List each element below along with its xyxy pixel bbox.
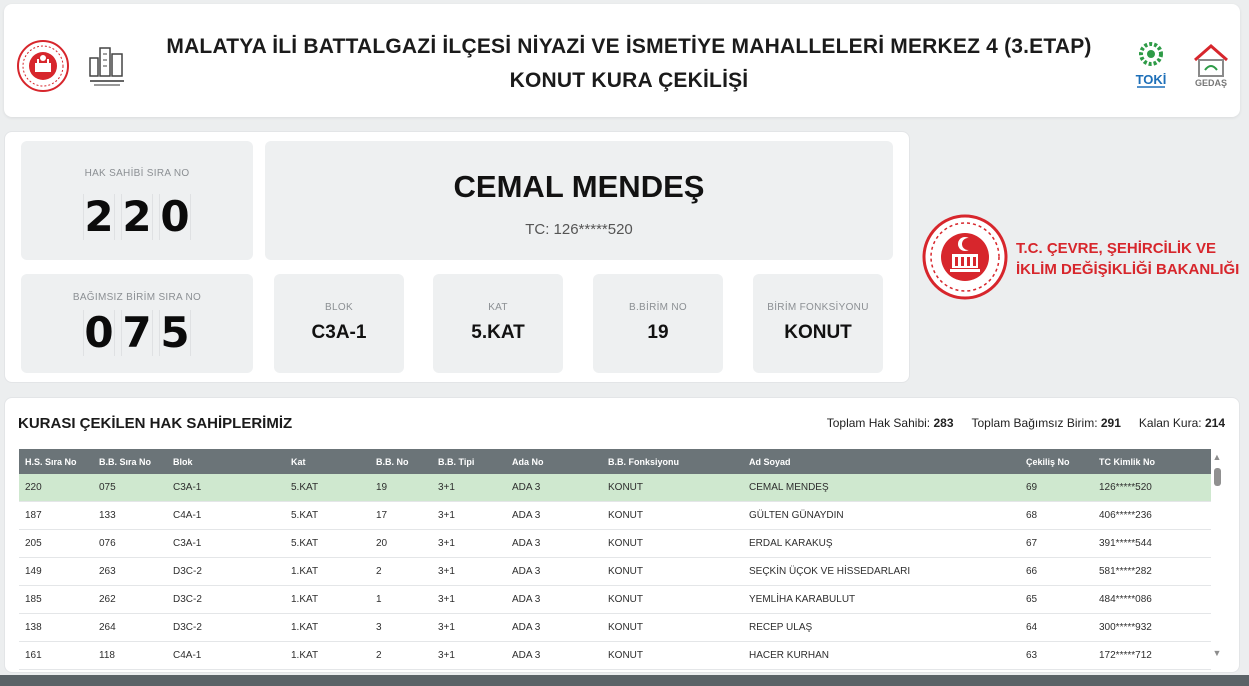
column-header[interactable]: TC Kimlik No xyxy=(1099,456,1156,467)
table-cell: C3A-1 xyxy=(173,538,202,549)
table-cell: 3 xyxy=(376,622,382,633)
digit: 2 xyxy=(122,192,152,241)
birim-fonksiyonu-card xyxy=(753,274,883,373)
hak-sahibi-card xyxy=(21,141,253,260)
table-cell: 3+1 xyxy=(438,482,455,493)
birim-fonksiyonu-label: BİRİM FONKSİYONU xyxy=(767,302,869,313)
winner-tc: TC: 126*****520 xyxy=(525,221,633,238)
table-cell: 68 xyxy=(1026,510,1038,521)
blok-value: C3A-1 xyxy=(311,322,367,343)
digit: 2 xyxy=(84,192,114,241)
stat-toplam-hak xyxy=(827,416,954,430)
table-scrollbar[interactable] xyxy=(1211,452,1223,658)
table-cell: 126*****520 xyxy=(1099,482,1152,493)
table-cell: 075 xyxy=(99,482,116,493)
results-title: KURASI ÇEKİLEN HAK SAHİPLERİMİZ xyxy=(18,415,293,432)
table-row[interactable] xyxy=(19,642,1211,670)
table-cell: C4A-1 xyxy=(173,510,202,521)
kat-value: 5.KAT xyxy=(471,322,525,343)
table-cell: 64 xyxy=(1026,622,1038,633)
birim-no-label: B.BİRİM NO xyxy=(628,302,687,313)
winner-card xyxy=(265,141,893,260)
table-cell: 133 xyxy=(99,510,116,521)
table-cell: CEMAL MENDEŞ xyxy=(749,482,829,493)
table-cell: 484*****086 xyxy=(1099,594,1152,605)
bagimsiz-birim-card xyxy=(21,274,253,373)
table-cell: 2 xyxy=(376,566,382,577)
table-cell: KONUT xyxy=(608,510,643,521)
table-cell: 187 xyxy=(25,510,42,521)
table-cell: 076 xyxy=(99,538,116,549)
page-subtitle: KONUT KURA ÇEKİLİŞİ xyxy=(509,69,749,92)
table-cell: 3+1 xyxy=(438,538,455,549)
table-cell: 63 xyxy=(1026,650,1038,661)
bottom-bar xyxy=(0,675,1249,686)
kat-card xyxy=(433,274,563,373)
table-cell: 17 xyxy=(376,510,388,521)
birim-no-card xyxy=(593,274,723,373)
column-header[interactable]: Kat xyxy=(291,456,306,467)
table-cell: 263 xyxy=(99,566,116,577)
digit: 0 xyxy=(160,192,190,241)
draw-stats xyxy=(827,416,1225,430)
table-cell: KONUT xyxy=(608,538,643,549)
stat-toplam-bagimsiz xyxy=(972,416,1121,430)
column-header[interactable]: B.B. Sıra No xyxy=(99,456,152,467)
table-cell: 1 xyxy=(376,594,382,605)
table-cell: 262 xyxy=(99,594,116,605)
hak-sahibi-label: HAK SAHİBİ SIRA NO xyxy=(84,168,190,179)
stat-label: Toplam Hak Sahibi: xyxy=(826,416,931,430)
stat-kalan xyxy=(1139,416,1225,430)
table-cell: ADA 3 xyxy=(512,510,541,521)
table-cell: 172*****712 xyxy=(1099,650,1152,661)
table-cell: C4A-1 xyxy=(173,650,202,661)
kat-label: KAT xyxy=(488,302,508,313)
table-cell: ADA 3 xyxy=(512,566,541,577)
gedas-logo-icon xyxy=(1189,40,1233,90)
column-header[interactable]: H.S. Sıra No xyxy=(25,456,77,467)
table-cell: 3+1 xyxy=(438,566,455,577)
stat-value: 291 xyxy=(1100,416,1121,430)
table-cell: 264 xyxy=(99,622,116,633)
table-cell: 2 xyxy=(376,650,382,661)
table-cell: 5.KAT xyxy=(291,538,319,549)
table-row[interactable] xyxy=(19,502,1211,530)
table-cell: ADA 3 xyxy=(512,482,541,493)
table-cell: 69 xyxy=(1026,482,1038,493)
column-header[interactable]: B.B. Tipi xyxy=(438,456,475,467)
table-cell: 5.KAT xyxy=(291,482,319,493)
digit: 7 xyxy=(122,308,152,357)
table-cell: KONUT xyxy=(608,566,643,577)
table-cell: 581*****282 xyxy=(1099,566,1152,577)
table-cell: KONUT xyxy=(608,482,643,493)
table-cell: 205 xyxy=(25,538,42,549)
table-cell: RECEP ULAŞ xyxy=(749,622,813,633)
results-table xyxy=(19,449,1211,670)
table-cell: 3+1 xyxy=(438,510,455,521)
table-cell: HACER KURHAN xyxy=(749,650,830,661)
table-cell: GÜLTEN GÜNAYDIN xyxy=(749,510,844,521)
digit: 0 xyxy=(84,308,114,357)
table-cell: 300*****932 xyxy=(1099,622,1152,633)
table-cell: 1.KAT xyxy=(291,566,319,577)
column-header[interactable]: B.B. Fonksiyonu xyxy=(608,456,680,467)
table-cell: 1.KAT xyxy=(291,650,319,661)
table-cell: 5.KAT xyxy=(291,510,319,521)
table-row[interactable] xyxy=(19,586,1211,614)
blok-label: BLOK xyxy=(325,302,353,313)
table-cell: 391*****544 xyxy=(1099,538,1152,549)
toki-label: TOKİ xyxy=(1135,72,1167,87)
scroll-down-arrow-icon[interactable]: ▼ xyxy=(1212,648,1222,658)
table-cell: KONUT xyxy=(608,622,643,633)
table-cell: 149 xyxy=(25,566,42,577)
table-cell: 406*****236 xyxy=(1099,510,1152,521)
results-panel xyxy=(4,397,1240,673)
table-row[interactable] xyxy=(19,530,1211,558)
blok-card xyxy=(274,274,404,373)
toki-logo-icon xyxy=(1133,38,1169,92)
digit: 5 xyxy=(160,308,190,357)
table-cell: SEÇKİN ÜÇOK VE HİSSEDARLARI xyxy=(749,566,911,577)
stat-label: Kalan Kura: xyxy=(1138,416,1202,430)
scroll-up-arrow-icon[interactable]: ▲ xyxy=(1212,452,1222,462)
table-cell: D3C-2 xyxy=(173,594,202,605)
table-cell: D3C-2 xyxy=(173,566,202,577)
gedas-label: GEDAŞ xyxy=(1194,78,1228,88)
column-header[interactable]: Ada No xyxy=(512,456,544,467)
ministry-name-line2: İKLİM DEĞİŞİKLİĞİ BAKANLIĞI xyxy=(1016,261,1240,278)
table-cell: 161 xyxy=(25,650,42,661)
table-cell: 66 xyxy=(1026,566,1038,577)
table-cell: 1.KAT xyxy=(291,622,319,633)
table-cell: 3+1 xyxy=(438,650,455,661)
page-title: MALATYA İLİ BATTALGAZİ İLÇESİ NİYAZİ VE İSMETİYE MAHALLELERİ MERKEZ 4 (3.ETAP) xyxy=(166,35,1092,58)
stat-value: 283 xyxy=(933,416,954,430)
stat-value: 214 xyxy=(1204,416,1225,430)
column-header[interactable]: B.B. No xyxy=(376,456,409,467)
stat-label: Toplam Bağımsız Birim: xyxy=(971,416,1098,430)
buildings-logo-icon xyxy=(88,42,126,88)
table-cell: 118 xyxy=(99,650,115,661)
table-cell: 3+1 xyxy=(438,594,455,605)
table-body xyxy=(19,474,1211,670)
column-header[interactable]: Çekiliş No xyxy=(1026,456,1070,467)
table-header-row xyxy=(19,449,1211,474)
header-bar xyxy=(4,4,1240,117)
table-cell: 1.KAT xyxy=(291,594,319,605)
column-header[interactable]: Blok xyxy=(173,456,193,467)
table-cell: ERDAL KARAKUŞ xyxy=(749,538,833,549)
table-cell: 3+1 xyxy=(438,622,455,633)
table-cell: ADA 3 xyxy=(512,650,541,661)
column-header[interactable]: Ad Soyad xyxy=(749,456,791,467)
table-cell: D3C-2 xyxy=(173,622,202,633)
hak-sahibi-number xyxy=(21,194,253,240)
table-row[interactable] xyxy=(19,474,1211,502)
table-cell: ADA 3 xyxy=(512,538,541,549)
ministry-name-line1: T.C. ÇEVRE, ŞEHİRCİLİK VE xyxy=(1016,240,1217,257)
birim-fonksiyonu-value: KONUT xyxy=(784,322,852,343)
table-cell: ADA 3 xyxy=(512,594,541,605)
table-row[interactable] xyxy=(19,558,1211,586)
birim-no-value: 19 xyxy=(647,322,669,343)
table-cell: KONUT xyxy=(608,594,643,605)
scrollbar-thumb[interactable] xyxy=(1214,468,1221,486)
table-cell: C3A-1 xyxy=(173,482,202,493)
table-cell: 185 xyxy=(25,594,42,605)
table-row[interactable] xyxy=(19,614,1211,642)
table-cell: 65 xyxy=(1026,594,1038,605)
ministry-name xyxy=(1016,238,1239,280)
table-cell: 138 xyxy=(25,622,42,633)
ministry-seal-icon xyxy=(16,39,70,93)
ministry-seal-icon xyxy=(922,214,1008,300)
table-cell: 220 xyxy=(25,482,42,493)
table-cell: YEMLİHA KARABULUT xyxy=(749,594,856,605)
table-cell: KONUT xyxy=(608,650,643,661)
bagimsiz-birim-label: BAĞIMSIZ BİRİM SIRA NO xyxy=(72,292,202,303)
table-cell: ADA 3 xyxy=(512,622,541,633)
winner-name: CEMAL MENDEŞ xyxy=(453,169,705,204)
table-cell: 67 xyxy=(1026,538,1038,549)
table-cell: 19 xyxy=(376,482,388,493)
current-draw-panel xyxy=(4,131,910,383)
bagimsiz-birim-number xyxy=(21,310,253,356)
table-cell: 20 xyxy=(376,538,388,549)
